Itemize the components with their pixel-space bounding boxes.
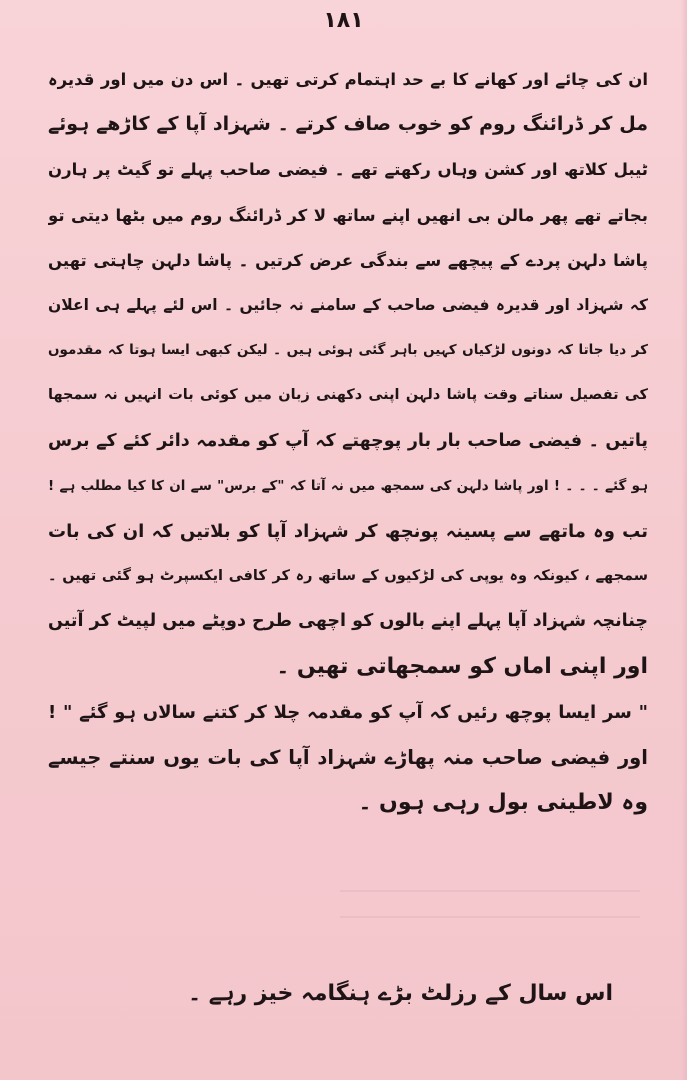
text-line: پاتیں ۔ فیضی صاحب بار بار پوچھتے کہ آپ کو مقدمہ دائر کئے کے برس [48,430,648,451]
text-line: تب وہ ماتھے سے پسینہ پونچھ کر شہزاد آپا کو بلاتیں کہ ان کی بات [48,520,648,542]
text-line: ہو گئے ۔ ۔ ۔ ! اور پاشا دلہن کی سمجھ میں نہ آتا کہ "کے برس" سے ان کا کیا مطلب ہے ! [48,477,648,494]
text-line: سمجھے ، کیونکہ وہ یوپی کی لڑکیوں کے ساتھ رہ کر کافی ایکسپرٹ ہو گئی تھیں ۔ [48,568,648,585]
text-line: کی تفصیل سناتے وقت پاشا دلہن اپنی دکھنی زبان میں کوئی بات انہیں نہ سمجھا [48,387,648,404]
text-line: اور اپنی اماں کو سمجھاتی تھیں ۔ [276,654,648,680]
bleed-through-shadow [340,882,640,942]
page-number: ۱۸۱ [323,8,364,33]
text-line: بجاتے تھے پھر مالن بی انھیں اپنے ساتھ لا کر ڈرائنگ روم میں بٹھا دیتی تو [48,205,648,225]
text-line: کہ شہزاد اور قدیرہ فیضی صاحب کے سامنے نہ جائیں ۔ اس لئے پہلے ہی اعلان [48,295,648,314]
text-line: چنانچہ شہزاد آپا پہلے اپنے بالوں کو اچھی طرح دوپٹے میں لپیٹ کر آتیں [48,611,648,632]
body-paragraph [48,66,648,834]
text-line: پاشا دلہن پردے کے پیچھے سے بندگی عرض کرتیں ۔ پاشا دلہن چاہتی تھیں [48,250,648,270]
text-line: مل کر ڈرائنگ روم کو خوب صاف کرتے ۔ شہزاد آپا کے کاڑھے ہوئے [48,113,648,136]
text-line: ان کی چائے اور کھانے کا بے حد اہتمام کرتی تھیں ۔ اس دن میں اور قدیرہ [48,70,648,89]
page-edge [681,0,687,1080]
text-line: اور فیضی صاحب منہ پھاڑے شہزاد آپا کی بات یوں سنتے جیسے [48,745,648,769]
text-line: ٹیبل کلاتھ اور کشن وہاں رکھتے تھے ۔ فیضی صاحب پہلے تو گیٹ پر ہارن [48,160,648,180]
text-line: وہ لاطینی بول رہی ہوں ۔ [358,790,648,815]
text-line: کر دیا جاتا کہ دونوں لڑکیاں کہیں باہر گئی ہوئی ہیں ۔ لیکن کبھی ایسا ہوتا کہ مقدموں [48,342,648,359]
closing-line: اس سال کے رزلٹ بڑے ہنگامہ خیز رہے ۔ [188,981,613,1006]
text-line: " سر ایسا پوچھ رئیں کہ آپ کو مقدمہ چلا کر کتنے سالاں ہو گئے " ! [48,701,648,723]
